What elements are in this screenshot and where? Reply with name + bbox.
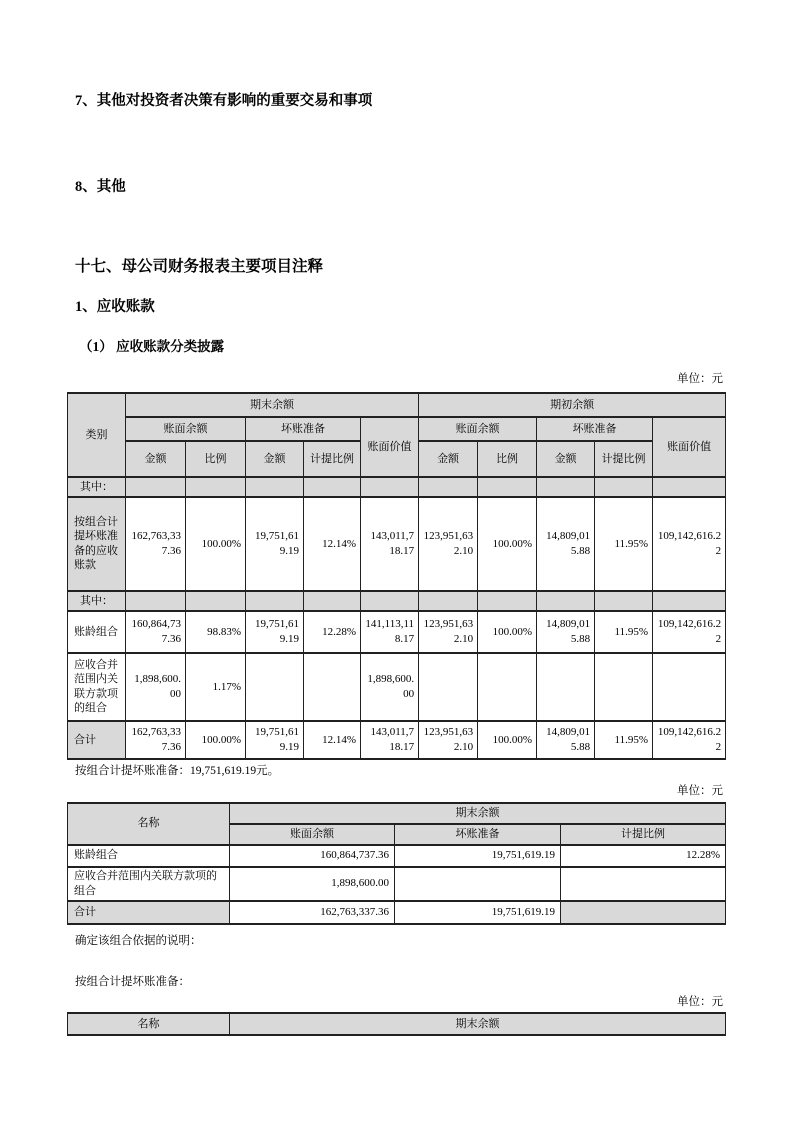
column-header-book-balance: 账面余额 [126,417,246,441]
cell-value: 141,113,118.17 [361,611,419,653]
receivables-classification-table [67,392,726,760]
row-label: 其中： [68,477,126,497]
table-header-row [68,1013,726,1035]
cell-value [246,653,304,721]
cell-value [304,477,361,497]
cell-value [304,653,361,721]
portfolio-provision-table [67,802,726,925]
cell-value: 98.83% [186,611,246,653]
table-total-row [68,901,726,924]
cell-value [186,591,246,611]
cell-value: 109,142,616.22 [653,721,726,759]
cell-value [595,653,653,721]
cell-value: 109,142,616.22 [653,611,726,653]
cell-value: 19,751,619.19 [246,497,304,591]
column-header-book-value: 账面价值 [361,417,419,477]
cell-value: 1,898,600.00 [230,867,395,901]
row-label: 应收合并范围内关联方款项的组合 [68,653,126,721]
section-heading-8: 8、其他 [75,178,126,195]
column-header-book-value: 账面价值 [653,417,726,477]
table-header-row [68,803,726,824]
table-row [68,845,726,867]
cell-value [595,591,653,611]
column-header-book-balance: 账面余额 [419,417,537,441]
column-header-ratio: 比例 [478,441,537,477]
table-row [68,867,726,901]
cell-value [186,477,246,497]
cell-value [653,653,726,721]
cell-value [395,867,561,901]
cell-value [537,591,595,611]
cell-value [304,591,361,611]
cell-value [419,653,478,721]
cell-value [595,477,653,497]
cell-value: 19,751,619.19 [246,611,304,653]
column-header-bad-debt: 坏账准备 [537,417,653,441]
cell-value: 100.00% [478,721,537,759]
cell-value: 100.00% [186,721,246,759]
cell-value [561,867,726,901]
column-header-bad-debt: 坏账准备 [246,417,361,441]
cell-value [537,477,595,497]
section-heading-17: 十七、母公司财务报表主要项目注释 [75,258,324,276]
column-header-provision-ratio: 计提比例 [561,824,726,845]
table-total-row [68,721,726,759]
cell-value: 109,142,616.22 [653,497,726,591]
cell-value [361,477,419,497]
cell-value [246,477,304,497]
cell-value: 162,763,337.36 [126,497,186,591]
table-row [68,611,726,653]
column-header-name: 名称 [68,803,230,845]
cell-value: 160,864,737.36 [126,611,186,653]
column-header-name: 名称 [68,1013,230,1035]
unit-label: 单位：元 [677,995,723,1008]
column-header-period-end: 期末余额 [126,393,419,417]
cell-value: 12.14% [304,497,361,591]
cell-value [126,477,186,497]
cell-value [653,591,726,611]
cell-value: 19,751,619.19 [395,845,561,867]
column-header-amount: 金额 [126,441,186,477]
cell-value: 19,751,619.19 [395,901,561,924]
column-header-provision-ratio: 计提比例 [595,441,653,477]
column-header-period-end: 期末余额 [230,803,726,824]
cell-value: 11.95% [595,721,653,759]
cell-value [419,591,478,611]
cell-value: 1,898,600.00 [361,653,419,721]
cell-value: 143,011,718.17 [361,721,419,759]
cell-value: 160,864,737.36 [230,845,395,867]
cell-value: 162,763,337.36 [126,721,186,759]
cell-value: 11.95% [595,497,653,591]
cell-value [537,653,595,721]
unit-label: 单位：元 [677,784,723,797]
cell-value: 162,763,337.36 [230,901,395,924]
cell-value: 14,809,015.88 [537,721,595,759]
cell-value [419,477,478,497]
cell-value: 12.28% [561,845,726,867]
table-header-row [68,417,726,441]
column-header-book-balance: 账面余额 [230,824,395,845]
cell-value: 143,011,718.17 [361,497,419,591]
provision-amount-note: 按组合计提坏账准备：19,751,619.19元。 [75,764,280,777]
cell-value: 19,751,619.19 [246,721,304,759]
basis-note: 确定该组合依据的说明： [75,934,202,947]
column-header-bad-debt: 坏账准备 [395,824,561,845]
cell-value [653,477,726,497]
cell-value [126,591,186,611]
item-heading-1: 1、应收账款 [75,299,155,316]
row-label: 按组合计提坏账准备的应收账款 [68,497,126,591]
column-header-provision-ratio: 计提比例 [304,441,361,477]
column-header-ratio: 比例 [186,441,246,477]
cell-value: 123,951,632.10 [419,611,478,653]
cell-value: 11.95% [595,611,653,653]
cell-value [478,591,537,611]
cell-value [478,653,537,721]
table-row [68,477,726,497]
column-header-amount: 金额 [419,441,478,477]
column-header-amount: 金额 [246,441,304,477]
cell-value: 123,951,632.10 [419,497,478,591]
cell-value: 123,951,632.10 [419,721,478,759]
section-heading-7: 7、其他对投资者决策有影响的重要交易和事项 [75,93,373,109]
cell-value [361,591,419,611]
unit-label: 单位：元 [677,372,723,385]
cell-value [478,477,537,497]
table-row [68,497,726,591]
table-row [68,591,726,611]
cell-value: 14,809,015.88 [537,497,595,591]
row-label: 应收合并范围内关联方款项的组合 [68,867,230,901]
cell-value: 12.14% [304,721,361,759]
cell-value: 14,809,015.88 [537,611,595,653]
cell-value: 100.00% [478,611,537,653]
column-header-period-begin: 期初余额 [419,393,726,417]
row-label: 合计 [68,721,126,759]
row-label: 账龄组合 [68,845,230,867]
row-label: 账龄组合 [68,611,126,653]
cell-value [246,591,304,611]
cell-value: 1,898,600.00 [126,653,186,721]
row-label: 合计 [68,901,230,924]
row-label: 其中： [68,591,126,611]
item-heading-1-1: （1） 应收账款分类披露 [79,338,225,354]
provision-by-portfolio-table [67,1012,726,1036]
column-header-period-end: 期末余额 [230,1013,726,1035]
table-header-row [68,393,726,417]
cell-value: 100.00% [478,497,537,591]
provision-note: 按组合计提坏账准备： [75,975,190,988]
cell-value [561,901,726,924]
column-header-amount: 金额 [537,441,595,477]
cell-value: 100.00% [186,497,246,591]
table-row [68,653,726,721]
cell-value: 1.17% [186,653,246,721]
cell-value: 12.28% [304,611,361,653]
column-header-category: 类别 [68,393,126,477]
